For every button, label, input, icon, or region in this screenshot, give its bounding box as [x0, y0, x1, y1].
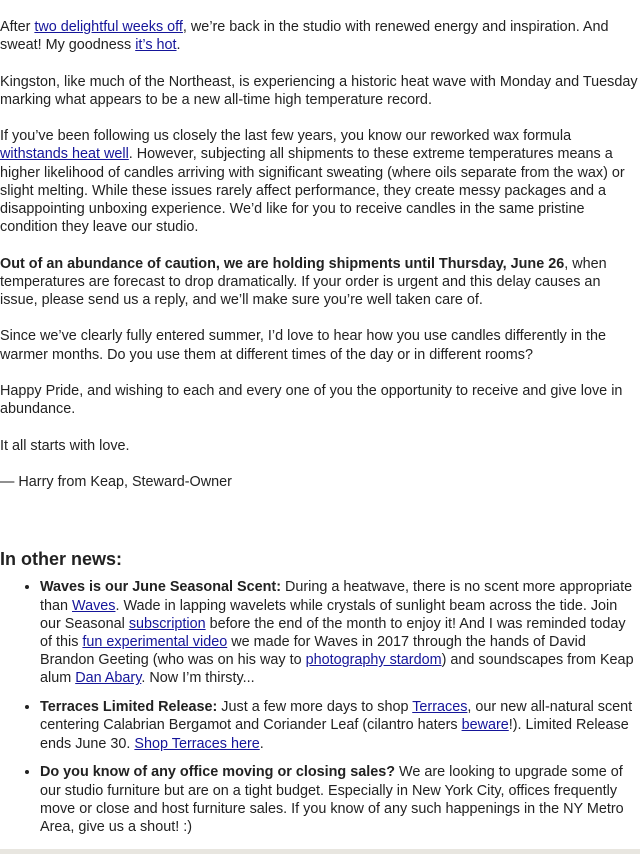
text: After — [0, 19, 35, 35]
text: If you’ve been following us closely the last few years, you know our reworked wax formula — [0, 128, 572, 145]
withstands-heat-link[interactable]: withstands heat well — [0, 146, 129, 163]
subscription-link[interactable]: subscription — [128, 615, 206, 632]
text: . — [176, 37, 181, 54]
news-item-waves — [40, 578, 640, 687]
paragraph-shipping-hold — [0, 255, 640, 310]
text: before the end of the month to enjoy it! And I was reminded today of this — [40, 615, 626, 650]
terraces-link[interactable]: Terraces — [412, 699, 468, 716]
news-item-terraces — [40, 698, 640, 753]
text: !). Limited Release ends June 30. — [40, 717, 629, 752]
text: . However, subjecting all shipments to these extreme temperatures means a higher likelihood of candles arriving with significant sweating (where oils separate from the wax) or slight melting. While these issues rarely affect performance, they create messy packages and a disappointing unboxing experience. We’d like for you to receive candles in the same pristine condition they leave our studio. — [0, 146, 625, 236]
news-heading: In other news: — [0, 549, 123, 570]
text: . — [259, 735, 264, 752]
spacer — [0, 509, 640, 548]
news-item-title: Terraces Limited Release: — [40, 699, 218, 716]
beware-link[interactable]: beware — [461, 717, 509, 734]
paragraph-intro — [0, 18, 640, 54]
experimental-video-link[interactable]: fun experimental video — [82, 633, 228, 650]
email-body — [0, 18, 640, 847]
text: , our new all-natural scent centering Calabrian Bergamot and Coriander Leaf (cilantro haters — [40, 699, 633, 734]
news-item-office-sales — [40, 763, 640, 836]
text: Just a few more days to shop — [217, 699, 413, 716]
news-item-title: Do you know of any office moving or closing sales? — [40, 764, 396, 781]
news-list — [0, 578, 640, 836]
paragraph-pride: Happy Pride, and wishing to each and every one of you the opportunity to receive and give love in abundance. — [0, 382, 623, 418]
paragraph-heat-wave: Kingston, like much of the Northeast, is experiencing a historic heat wave with Monday and Tuesday marking what appears to be a new all-time high temperature record. — [0, 73, 638, 108]
photography-stardom-link[interactable]: photography stardom — [305, 652, 442, 669]
paragraph-summer-question: Since we’ve clearly fully entered summer, I’d love to hear how you use candles differently in the warmer months. Do you use them at different times of the day or in different rooms? — [0, 328, 607, 363]
text: During a heatwave, there is no scent more appropriate than — [40, 579, 633, 614]
text: , when temperatures are forecast to drop dramatically. If your order is urgent and this delay causes an issue, please send us a reply, and we’ll make sure you’re well taken care of. — [0, 255, 607, 308]
dan-abary-link[interactable]: Dan Abary — [75, 670, 142, 687]
footer-divider — [0, 849, 640, 854]
text: we made for Waves in 2017 through the hands of David Brandon Geeting (who was on his way to — [40, 633, 586, 669]
two-weeks-off-link[interactable]: two delightful weeks off — [34, 19, 183, 35]
text: . Now I’m thirsty... — [141, 670, 255, 687]
its-hot-link[interactable]: it’s hot — [135, 37, 177, 54]
shop-terraces-link[interactable]: Shop Terraces here — [134, 735, 260, 752]
text: ) and soundscapes from Keap alum — [40, 652, 634, 687]
signature: — Harry from Keap, Steward-Owner — [0, 473, 232, 490]
news-item-title: Waves is our June Seasonal Scent: — [40, 579, 281, 596]
text: , we’re back in the studio with renewed energy and inspiration. And sweat! My goodness — [0, 19, 609, 54]
shipping-hold-notice: Out of an abundance of caution, we are holding shipments until Thursday, June 26 — [0, 255, 565, 272]
paragraph-wax-formula — [0, 127, 640, 236]
text: . Wade in lapping wavelets while crystals of sunlight beam across the tide. Join our Seasonal — [40, 597, 618, 632]
paragraph-love: It all starts with love. — [0, 437, 130, 454]
text: We are looking to upgrade some of our studio furniture but are on a tight budget. Especially in New York City, offices frequently move or close and host furniture sales. If you know of any such happenings in the NY Metro Area, give us a shout! :) — [40, 764, 624, 835]
waves-link[interactable]: Waves — [72, 597, 116, 614]
